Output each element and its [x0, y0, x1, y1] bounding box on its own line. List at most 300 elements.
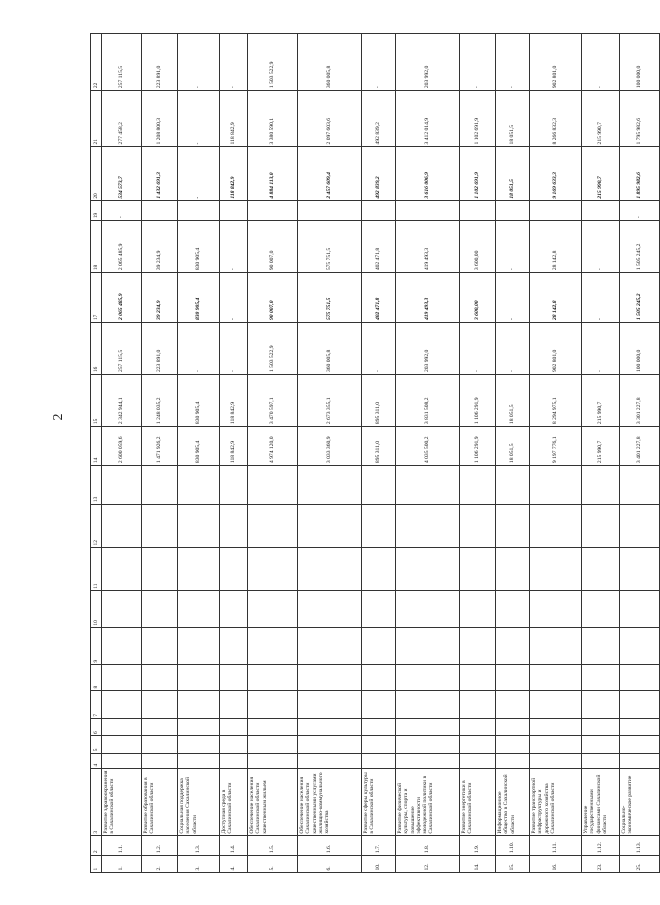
value-cell-21: 215 990,7: [582, 90, 620, 146]
value-cell-21: 8 266 832,3: [530, 90, 582, 146]
empty-cell: [220, 690, 248, 718]
empty-cell: [178, 628, 220, 665]
value-cell-20: 534 573,7: [102, 146, 142, 200]
value-cell-19: [496, 201, 530, 221]
header-cell-17: 17: [91, 272, 102, 322]
value-cell-18: -: [220, 220, 248, 272]
value-cell-19: [460, 201, 496, 221]
program-name-cell: Социальная поддержка населения Сахалинской области: [178, 768, 220, 835]
empty-cell: [620, 591, 660, 628]
value-cell-16: -: [460, 322, 496, 374]
empty-cell: [142, 736, 178, 753]
empty-cell: [298, 591, 362, 628]
empty-cell: [496, 504, 530, 547]
value-cell-18: -: [582, 220, 620, 272]
empty-cell: [142, 465, 178, 504]
empty-cell: [582, 719, 620, 736]
empty-cell: [248, 690, 298, 718]
empty-cell: [582, 753, 620, 768]
value-cell-19: [248, 201, 298, 221]
empty-cell: [142, 547, 178, 590]
value-cell-20: 4 884 113,0: [248, 146, 298, 200]
row-number-cell: 23.: [582, 855, 620, 872]
value-cell-15: 1 248 035,2: [142, 374, 178, 426]
header-cell-3: 3: [91, 768, 102, 835]
empty-cell: [582, 690, 620, 718]
table-sheet: [90, 33, 643, 873]
empty-cell: [142, 719, 178, 736]
value-cell-16: 223 891,0: [142, 322, 178, 374]
value-cell-14: 1 106 291,9: [460, 426, 496, 465]
empty-cell: [220, 504, 248, 547]
value-cell-19: -: [102, 201, 142, 221]
table-row: [362, 34, 396, 873]
value-cell-22: -: [582, 34, 620, 91]
table-row: [460, 34, 496, 873]
empty-cell: [396, 628, 460, 665]
empty-cell: [396, 504, 460, 547]
value-cell-18: 39 234,9: [142, 220, 178, 272]
value-cell-15: 3 301 227,8: [620, 374, 660, 426]
empty-cell: [496, 753, 530, 768]
header-cell-18: 18: [91, 220, 102, 272]
table-row: [142, 34, 178, 873]
row-code-cell: 1.4.: [220, 836, 248, 856]
empty-cell: [582, 547, 620, 590]
row-code-cell: 1.8.: [396, 836, 460, 856]
value-cell-14: 118 842,9: [220, 426, 248, 465]
header-cell-1: 1: [91, 855, 102, 872]
value-cell-15: 1 106 291,9: [460, 374, 496, 426]
header-cell-13: 13: [91, 465, 102, 504]
value-cell-14: 1 471 926,2: [142, 426, 178, 465]
value-cell-15: 118 842,9: [220, 374, 248, 426]
empty-cell: [396, 591, 460, 628]
empty-cell: [460, 664, 496, 690]
empty-cell: [362, 591, 396, 628]
value-cell-14: 3 401 227,8: [620, 426, 660, 465]
empty-cell: [362, 736, 396, 753]
empty-cell: [396, 753, 460, 768]
value-cell-15: 895 311,0: [362, 374, 396, 426]
table-row: [248, 34, 298, 873]
row-code-cell: 1.10.: [496, 836, 530, 856]
empty-cell: [362, 664, 396, 690]
value-cell-16: 360 005,8: [298, 322, 362, 374]
row-number-cell: 14.: [460, 855, 496, 872]
value-cell-16: 1 503 522,9: [248, 322, 298, 374]
value-cell-19: -: [620, 201, 660, 221]
empty-cell: [102, 753, 142, 768]
value-cell-17: 575 751,5: [298, 272, 362, 322]
empty-cell: [142, 664, 178, 690]
value-cell-22: 360 005,8: [298, 34, 362, 91]
rotated-table-frame: [90, 33, 643, 873]
header-cell-14: 14: [91, 426, 102, 465]
empty-cell: [142, 753, 178, 768]
table-row: [530, 34, 582, 873]
empty-cell: [530, 664, 582, 690]
value-cell-18: 3 600,00: [460, 220, 496, 272]
value-cell-17: -: [496, 272, 530, 322]
empty-cell: [362, 719, 396, 736]
empty-cell: [496, 465, 530, 504]
empty-cell: [298, 504, 362, 547]
value-cell-17: 3 600,00: [460, 272, 496, 322]
program-name-cell: Развитие транспортной инфраструктуры и дорожного хозяйства Сахалинской области: [530, 768, 582, 835]
program-name-cell: Развитие энергетики в Сахалинской области: [460, 768, 496, 835]
header-cell-7: 7: [91, 690, 102, 718]
empty-cell: [102, 690, 142, 718]
row-number-cell: 12.: [396, 855, 460, 872]
value-cell-21: -: [178, 90, 220, 146]
row-code-cell: 1.5.: [248, 836, 298, 856]
program-name-cell: Управление государственными финансами Сахалинской области: [582, 768, 620, 835]
header-cell-11: 11: [91, 547, 102, 590]
empty-cell: [220, 465, 248, 504]
empty-cell: [102, 628, 142, 665]
empty-cell: [142, 591, 178, 628]
program-name-cell: Развитие сферы культуры в Сахалинской области: [362, 768, 396, 835]
empty-cell: [102, 465, 142, 504]
empty-cell: [362, 753, 396, 768]
value-cell-16: -: [362, 322, 396, 374]
empty-cell: [220, 736, 248, 753]
empty-cell: [298, 547, 362, 590]
row-number-cell: 3.: [178, 855, 220, 872]
table-row: [620, 34, 660, 873]
value-cell-22: 257 115,5: [102, 34, 142, 91]
value-cell-22: 203 992,0: [396, 34, 460, 91]
empty-cell: [298, 690, 362, 718]
empty-cell: [530, 736, 582, 753]
value-cell-21: 2 097 603,6: [298, 90, 362, 146]
empty-cell: [220, 628, 248, 665]
row-code-cell: 1.12.: [582, 836, 620, 856]
value-cell-17: 1 505 245,2: [620, 272, 660, 322]
empty-cell: [248, 719, 298, 736]
value-cell-18: 402 471,8: [362, 220, 396, 272]
empty-cell: [178, 736, 220, 753]
value-cell-22: -: [460, 34, 496, 91]
value-cell-18: 1 505 245,2: [620, 220, 660, 272]
value-cell-20: 1 432 691,3: [142, 146, 178, 200]
table-row: [298, 34, 362, 873]
empty-cell: [362, 547, 396, 590]
empty-cell: [248, 504, 298, 547]
empty-cell: [396, 736, 460, 753]
row-number-cell: 16.: [530, 855, 582, 872]
program-name-cell: Информационное общество в Сахалинской области: [496, 768, 530, 835]
empty-cell: [460, 465, 496, 504]
empty-cell: [530, 719, 582, 736]
row-number-cell: 6.: [298, 855, 362, 872]
empty-cell: [102, 719, 142, 736]
empty-cell: [396, 547, 460, 590]
value-cell-17: -: [582, 272, 620, 322]
empty-cell: [178, 753, 220, 768]
empty-cell: [178, 664, 220, 690]
header-cell-19: 19: [91, 201, 102, 221]
empty-cell: [178, 504, 220, 547]
value-cell-21: 492 839,2: [362, 90, 396, 146]
value-cell-16: 257 115,5: [102, 322, 142, 374]
empty-cell: [582, 736, 620, 753]
empty-cell: [248, 465, 298, 504]
header-cell-4: 4: [91, 753, 102, 768]
empty-cell: [620, 719, 660, 736]
table-row: [582, 34, 620, 873]
empty-cell: [220, 591, 248, 628]
empty-cell: [620, 664, 660, 690]
value-cell-14: 9 197 776,1: [530, 426, 582, 465]
value-cell-14: 4 035 500,2: [396, 426, 460, 465]
value-cell-14: 4 974 120,0: [248, 426, 298, 465]
row-number-cell: 5.: [248, 855, 298, 872]
empty-cell: [220, 719, 248, 736]
empty-cell: [248, 753, 298, 768]
header-cell-5: 5: [91, 736, 102, 753]
empty-cell: [298, 664, 362, 690]
value-cell-20: 1 895 982,6: [620, 146, 660, 200]
value-cell-16: 100 000,0: [620, 322, 660, 374]
empty-cell: [460, 719, 496, 736]
empty-cell: [460, 690, 496, 718]
empty-cell: [178, 719, 220, 736]
empty-cell: [460, 753, 496, 768]
value-cell-19: [582, 201, 620, 221]
value-cell-17: -: [220, 272, 248, 322]
table-row: [178, 34, 220, 873]
empty-cell: [248, 591, 298, 628]
value-cell-16: -: [496, 322, 530, 374]
value-cell-16: 902 801,0: [530, 322, 582, 374]
value-cell-20: -: [178, 146, 220, 200]
empty-cell: [530, 465, 582, 504]
empty-cell: [620, 753, 660, 768]
empty-cell: [496, 591, 530, 628]
row-number-cell: 2.: [142, 855, 178, 872]
value-cell-21: 1 102 691,9: [460, 90, 496, 146]
empty-cell: [298, 719, 362, 736]
value-cell-19: [178, 201, 220, 221]
program-name-cell: Социально-экономическое развитие: [620, 768, 660, 835]
header-cell-16: 16: [91, 322, 102, 374]
empty-cell: [142, 628, 178, 665]
value-cell-14: 830 905,4: [178, 426, 220, 465]
empty-cell: [220, 547, 248, 590]
value-cell-22: 902 801,0: [530, 34, 582, 91]
value-cell-14: 895 311,0: [362, 426, 396, 465]
value-cell-20: 492 839,2: [362, 146, 396, 200]
value-cell-14: 18 051,5: [496, 426, 530, 465]
empty-cell: [496, 547, 530, 590]
empty-cell: [248, 547, 298, 590]
empty-cell: [102, 591, 142, 628]
header-cell-2: 2: [91, 836, 102, 856]
value-cell-21: 118 842,9: [220, 90, 248, 146]
value-cell-21: 18 051,5: [496, 90, 530, 146]
value-cell-19: [298, 201, 362, 221]
row-number-cell: 25.: [620, 855, 660, 872]
empty-cell: [620, 504, 660, 547]
value-cell-15: 2 673 355,1: [298, 374, 362, 426]
value-cell-18: 28 142,8: [530, 220, 582, 272]
program-name-cell: Развитие здравоохранения в Сахалинской области: [102, 768, 142, 835]
row-code-cell: 1.7.: [362, 836, 396, 856]
value-cell-15: 830 905,4: [178, 374, 220, 426]
value-cell-16: -: [178, 322, 220, 374]
empty-cell: [530, 504, 582, 547]
value-cell-20: 2 457 609,4: [298, 146, 362, 200]
empty-cell: [102, 664, 142, 690]
table-header-row: [91, 34, 102, 873]
empty-cell: [460, 736, 496, 753]
value-cell-18: 575 751,5: [298, 220, 362, 272]
empty-cell: [178, 591, 220, 628]
row-number-cell: 15.: [496, 855, 530, 872]
program-name-cell: Обеспечение населения Сахалинской области качественным жильем: [248, 768, 298, 835]
value-cell-20: 1 102 691,9: [460, 146, 496, 200]
empty-cell: [102, 736, 142, 753]
empty-cell: [620, 736, 660, 753]
value-cell-20: 9 169 633,3: [530, 146, 582, 200]
empty-cell: [460, 504, 496, 547]
empty-cell: [530, 628, 582, 665]
value-cell-19: [362, 201, 396, 221]
page-number: 2: [51, 413, 66, 421]
empty-cell: [248, 628, 298, 665]
value-cell-22: 100 000,0: [620, 34, 660, 91]
value-cell-20: 18 051,5: [496, 146, 530, 200]
empty-cell: [582, 628, 620, 665]
value-cell-15: 8 294 975,1: [530, 374, 582, 426]
value-cell-16: -: [220, 322, 248, 374]
value-cell-19: [220, 201, 248, 221]
value-cell-17: 830 905,4: [178, 272, 220, 322]
empty-cell: [530, 547, 582, 590]
value-cell-18: 830 905,4: [178, 220, 220, 272]
empty-cell: [620, 628, 660, 665]
row-code-cell: 1.11.: [530, 836, 582, 856]
empty-cell: [620, 547, 660, 590]
value-cell-20: 118 842,9: [220, 146, 248, 200]
value-cell-17: 28 142,8: [530, 272, 582, 322]
empty-cell: [496, 664, 530, 690]
empty-cell: [582, 664, 620, 690]
empty-cell: [396, 664, 460, 690]
empty-cell: [396, 719, 460, 736]
table-row: [496, 34, 530, 873]
row-code-cell: 1.2.: [142, 836, 178, 856]
empty-cell: [178, 465, 220, 504]
empty-cell: [142, 690, 178, 718]
value-cell-14: 215 990,7: [582, 426, 620, 465]
value-cell-21: 3 380 590,1: [248, 90, 298, 146]
value-cell-15: 2 342 944,1: [102, 374, 142, 426]
value-cell-18: 419 493,3: [396, 220, 460, 272]
value-cell-22: 1 503 522,9: [248, 34, 298, 91]
empty-cell: [362, 628, 396, 665]
empty-cell: [396, 690, 460, 718]
value-cell-21: 1 795 982,6: [620, 90, 660, 146]
value-cell-16: 203 992,0: [396, 322, 460, 374]
value-cell-14: 3 033 360,9: [298, 426, 362, 465]
empty-cell: [178, 547, 220, 590]
row-number-cell: 4.: [220, 855, 248, 872]
row-code-cell: 1.1.: [102, 836, 142, 856]
value-cell-19: [530, 201, 582, 221]
table-row: [220, 34, 248, 873]
empty-cell: [102, 547, 142, 590]
empty-cell: [298, 736, 362, 753]
value-cell-20: 3 616 006,9: [396, 146, 460, 200]
header-cell-6: 6: [91, 719, 102, 736]
program-name-cell: Обеспечение населения Сахалинской области качественными услугами жилищно-коммунального хозяйства: [298, 768, 362, 835]
row-number-cell: 1.: [102, 855, 142, 872]
program-name-cell: Развитие образования в Сахалинской области: [142, 768, 178, 835]
row-code-cell: 1.9.: [460, 836, 496, 856]
header-cell-10: 10: [91, 591, 102, 628]
empty-cell: [460, 628, 496, 665]
value-cell-21: 277 458,2: [102, 90, 142, 146]
empty-cell: [298, 753, 362, 768]
value-cell-22: -: [178, 34, 220, 91]
empty-cell: [298, 628, 362, 665]
value-cell-17: 90 007,0: [248, 272, 298, 322]
value-cell-15: 18 051,5: [496, 374, 530, 426]
empty-cell: [142, 504, 178, 547]
empty-cell: [248, 664, 298, 690]
table-row: [102, 34, 142, 873]
table-row: [396, 34, 460, 873]
value-cell-21: 3 412 014,9: [396, 90, 460, 146]
empty-cell: [220, 753, 248, 768]
empty-cell: [496, 719, 530, 736]
value-cell-17: 419 493,3: [396, 272, 460, 322]
empty-cell: [362, 690, 396, 718]
header-cell-12: 12: [91, 504, 102, 547]
program-name-cell: Доступная среда в Сахалинской области: [220, 768, 248, 835]
value-cell-18: 2 065 485,9: [102, 220, 142, 272]
row-code-cell: 1.6.: [298, 836, 362, 856]
value-cell-15: 3 831 508,2: [396, 374, 460, 426]
value-cell-21: 1 208 800,3: [142, 90, 178, 146]
row-code-cell: 1.13.: [620, 836, 660, 856]
value-cell-19: [142, 201, 178, 221]
program-name-cell: Развитие физической культуры, спорта и повышение эффективности молодежной политики в Сахалинской области: [396, 768, 460, 835]
value-cell-16: -: [582, 322, 620, 374]
empty-cell: [298, 465, 362, 504]
value-cell-17: 2 065 485,9: [102, 272, 142, 322]
value-cell-17: 39 234,9: [142, 272, 178, 322]
value-cell-22: -: [220, 34, 248, 91]
value-cell-17: 402 471,8: [362, 272, 396, 322]
header-cell-21: 21: [91, 90, 102, 146]
empty-cell: [496, 690, 530, 718]
empty-cell: [582, 465, 620, 504]
empty-cell: [248, 736, 298, 753]
value-cell-14: 2 600 059,6: [102, 426, 142, 465]
value-cell-15: 3 470 597,1: [248, 374, 298, 426]
empty-cell: [178, 690, 220, 718]
empty-cell: [582, 504, 620, 547]
empty-cell: [496, 736, 530, 753]
header-cell-15: 15: [91, 374, 102, 426]
value-cell-22: 223 891,0: [142, 34, 178, 91]
empty-cell: [362, 465, 396, 504]
value-cell-20: 215 990,7: [582, 146, 620, 200]
